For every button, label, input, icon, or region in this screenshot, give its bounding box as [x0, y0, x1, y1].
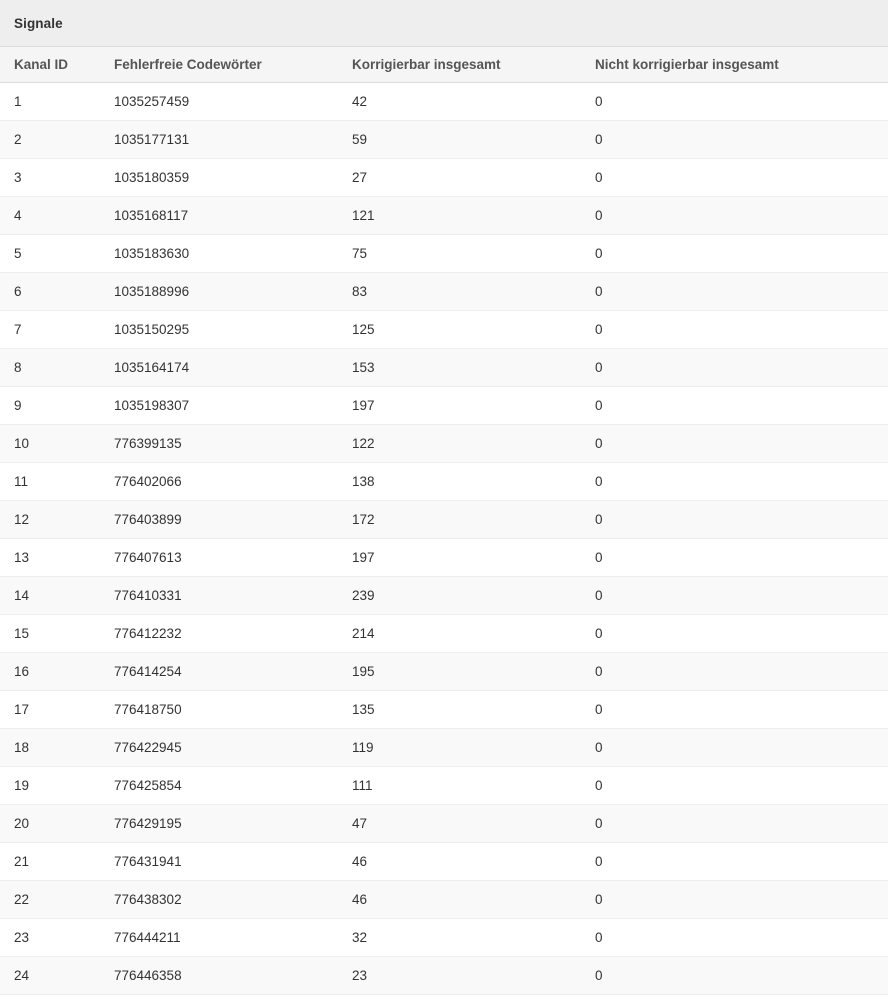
table-cell: 119 — [338, 728, 581, 766]
table-cell: 4 — [0, 196, 100, 234]
table-cell: 0 — [581, 196, 888, 234]
table-cell: 11 — [0, 462, 100, 500]
table-cell: 19 — [0, 766, 100, 804]
column-header-korrigierbar-insgesamt: Korrigierbar insgesamt — [338, 47, 581, 82]
table-cell: 20 — [0, 804, 100, 842]
table-row — [0, 804, 888, 842]
page-title: Signale — [14, 15, 63, 31]
table-cell: 1035257459 — [100, 82, 338, 120]
table-header — [0, 47, 888, 82]
table-cell: 0 — [581, 234, 888, 272]
table-cell: 0 — [581, 576, 888, 614]
table-cell: 195 — [338, 652, 581, 690]
table-cell: 776399135 — [100, 424, 338, 462]
table-cell: 0 — [581, 690, 888, 728]
table-cell: 22 — [0, 880, 100, 918]
table-cell: 0 — [581, 348, 888, 386]
table-cell: 776418750 — [100, 690, 338, 728]
table-row — [0, 766, 888, 804]
table-cell: 197 — [338, 386, 581, 424]
table-cell: 172 — [338, 500, 581, 538]
table-row — [0, 386, 888, 424]
table-cell: 1035177131 — [100, 120, 338, 158]
table-cell: 125 — [338, 310, 581, 348]
table-cell: 1035164174 — [100, 348, 338, 386]
table-cell: 23 — [338, 956, 581, 994]
table-cell: 7 — [0, 310, 100, 348]
table-row — [0, 120, 888, 158]
column-header-kanal-id: Kanal ID — [0, 47, 100, 82]
table-cell: 15 — [0, 614, 100, 652]
table-cell: 1 — [0, 82, 100, 120]
panel-header — [0, 0, 888, 47]
table-cell: 776446358 — [100, 956, 338, 994]
table-cell: 239 — [338, 576, 581, 614]
table-row — [0, 462, 888, 500]
table-cell: 83 — [338, 272, 581, 310]
table-row — [0, 956, 888, 994]
table-cell: 13 — [0, 538, 100, 576]
table-cell: 5 — [0, 234, 100, 272]
table-cell: 6 — [0, 272, 100, 310]
table-cell: 32 — [338, 918, 581, 956]
table-cell: 0 — [581, 120, 888, 158]
table-cell: 776410331 — [100, 576, 338, 614]
table-cell: 0 — [581, 462, 888, 500]
table-row — [0, 196, 888, 234]
table-cell: 21 — [0, 842, 100, 880]
table-cell: 776431941 — [100, 842, 338, 880]
table-cell: 42 — [338, 82, 581, 120]
table-body — [0, 82, 888, 994]
table-cell: 776444211 — [100, 918, 338, 956]
table-cell: 1035183630 — [100, 234, 338, 272]
table-cell: 18 — [0, 728, 100, 766]
table-cell: 27 — [338, 158, 581, 196]
table-row — [0, 652, 888, 690]
signals-table — [0, 47, 888, 995]
table-row — [0, 500, 888, 538]
table-cell: 47 — [338, 804, 581, 842]
table-cell: 23 — [0, 918, 100, 956]
table-cell: 1035198307 — [100, 386, 338, 424]
table-cell: 776422945 — [100, 728, 338, 766]
table-row — [0, 82, 888, 120]
table-cell: 12 — [0, 500, 100, 538]
table-row — [0, 690, 888, 728]
table-cell: 0 — [581, 880, 888, 918]
table-cell: 16 — [0, 652, 100, 690]
table-cell: 2 — [0, 120, 100, 158]
table-row — [0, 310, 888, 348]
table-row — [0, 234, 888, 272]
table-row — [0, 918, 888, 956]
table-cell: 0 — [581, 918, 888, 956]
table-cell: 121 — [338, 196, 581, 234]
table-cell: 0 — [581, 82, 888, 120]
table-cell: 0 — [581, 766, 888, 804]
table-cell: 0 — [581, 158, 888, 196]
table-cell: 122 — [338, 424, 581, 462]
table-cell: 138 — [338, 462, 581, 500]
table-cell: 776402066 — [100, 462, 338, 500]
table-cell: 46 — [338, 842, 581, 880]
table-row — [0, 576, 888, 614]
table-cell: 0 — [581, 538, 888, 576]
table-cell: 776403899 — [100, 500, 338, 538]
table-header-row — [0, 47, 888, 82]
table-cell: 776412232 — [100, 614, 338, 652]
table-cell: 9 — [0, 386, 100, 424]
table-cell: 1035188996 — [100, 272, 338, 310]
table-cell: 10 — [0, 424, 100, 462]
column-header-nicht-korrigierbar-insgesamt: Nicht korrigierbar insgesamt — [581, 47, 888, 82]
column-header-fehlerfreie-codewoerter: Fehlerfreie Codewörter — [100, 47, 338, 82]
table-cell: 3 — [0, 158, 100, 196]
table-row — [0, 614, 888, 652]
table-cell: 776414254 — [100, 652, 338, 690]
table-cell: 0 — [581, 272, 888, 310]
table-row — [0, 880, 888, 918]
table-cell: 0 — [581, 728, 888, 766]
table-cell: 776438302 — [100, 880, 338, 918]
table-row — [0, 424, 888, 462]
table-row — [0, 842, 888, 880]
table-cell: 1035150295 — [100, 310, 338, 348]
table-cell: 0 — [581, 804, 888, 842]
table-row — [0, 538, 888, 576]
table-cell: 24 — [0, 956, 100, 994]
table-cell: 214 — [338, 614, 581, 652]
table-cell: 14 — [0, 576, 100, 614]
table-cell: 135 — [338, 690, 581, 728]
table-cell: 17 — [0, 690, 100, 728]
table-row — [0, 158, 888, 196]
table-cell: 1035168117 — [100, 196, 338, 234]
table-cell: 0 — [581, 614, 888, 652]
table-cell: 0 — [581, 842, 888, 880]
table-cell: 75 — [338, 234, 581, 272]
table-cell: 776407613 — [100, 538, 338, 576]
table-cell: 776425854 — [100, 766, 338, 804]
table-cell: 8 — [0, 348, 100, 386]
table-cell: 0 — [581, 424, 888, 462]
table-cell: 0 — [581, 500, 888, 538]
table-cell: 0 — [581, 386, 888, 424]
table-cell: 1035180359 — [100, 158, 338, 196]
table-cell: 0 — [581, 956, 888, 994]
table-cell: 197 — [338, 538, 581, 576]
table-cell: 46 — [338, 880, 581, 918]
table-row — [0, 348, 888, 386]
table-cell: 0 — [581, 652, 888, 690]
table-cell: 153 — [338, 348, 581, 386]
table-row — [0, 272, 888, 310]
table-cell: 0 — [581, 310, 888, 348]
table-cell: 111 — [338, 766, 581, 804]
table-row — [0, 728, 888, 766]
table-cell: 59 — [338, 120, 581, 158]
table-cell: 776429195 — [100, 804, 338, 842]
